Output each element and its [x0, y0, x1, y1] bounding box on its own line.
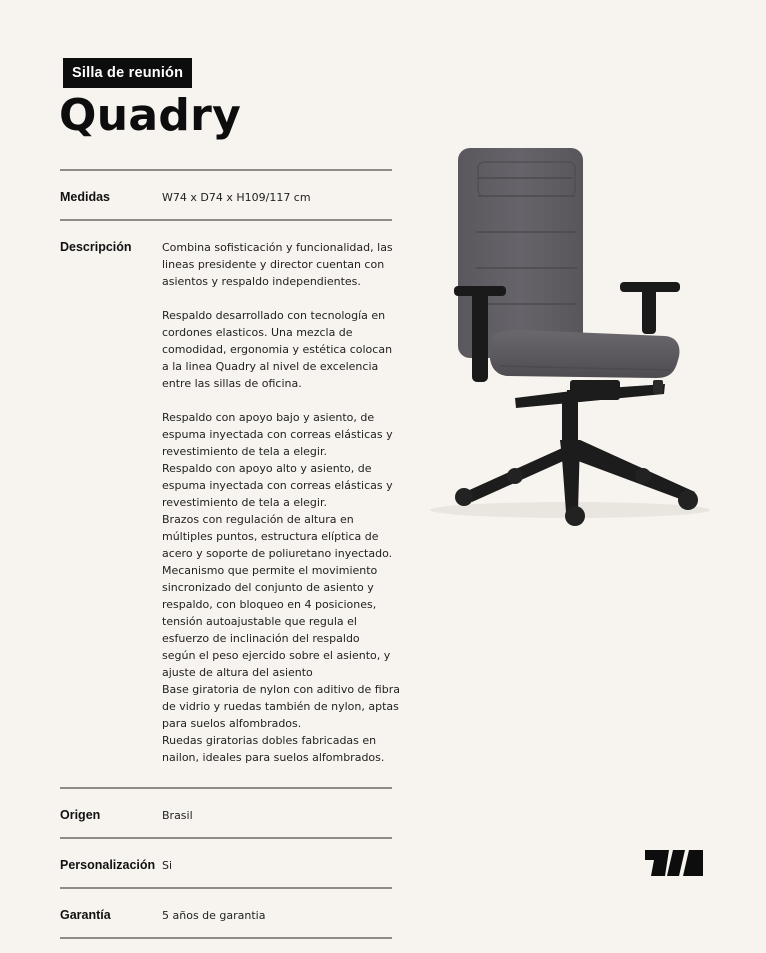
desc-line: respaldo, con bloqueo en 4 posiciones,	[162, 598, 377, 611]
divider	[60, 169, 392, 171]
desc-line: múltiples puntos, estructura elíptica de	[162, 530, 379, 543]
desc-line: Base giratoria de nylon con aditivo de fibra	[162, 683, 400, 696]
product-title: Quadry	[59, 90, 242, 141]
spec-value-origen: Brasil	[162, 809, 193, 822]
product-chair-image	[420, 140, 720, 540]
desc-line: para suelos alfombrados.	[162, 717, 302, 730]
desc-line: Brazos con regulación de altura en	[162, 513, 354, 526]
desc-line: ajuste de altura del asiento	[162, 666, 313, 679]
desc-line: Mecanismo que permite el movimiento	[162, 564, 378, 577]
spec-label-medidas: Medidas	[60, 190, 111, 204]
desc-line: de vidrio y ruedas también de nylon, aptas	[162, 700, 399, 713]
desc-line: Ruedas giratorias dobles fabricadas en	[162, 734, 377, 747]
desc-line: nailon, ideales para suelos alfombrados.	[162, 751, 385, 764]
desc-line: Respaldo con apoyo alto y asiento, de	[162, 462, 372, 475]
desc-line: entre las sillas de oficina.	[162, 377, 302, 390]
divider	[60, 937, 392, 939]
spec-value-medidas: W74 x D74 x H109/117 cm	[162, 191, 311, 204]
spec-label-origen: Origen	[60, 808, 101, 822]
spec-value-personalizacion: Si	[162, 859, 173, 872]
desc-line: acero y soporte de poliuretano inyectado.	[162, 547, 393, 560]
desc-paragraph-gap	[162, 290, 398, 307]
desc-line: sincronizado del conjunto de asiento y	[162, 581, 374, 594]
divider	[60, 837, 392, 839]
divider	[60, 219, 392, 221]
desc-line: Respaldo desarrollado con tecnología en	[162, 309, 386, 322]
desc-line: tensión autoajustable que regula el	[162, 615, 357, 628]
desc-line: revestimiento de tela a elegir.	[162, 445, 327, 458]
category-tag: Silla de reunión	[63, 58, 192, 88]
spec-label-garantia: Garantía	[60, 908, 111, 922]
desc-line: Respaldo con apoyo bajo y asiento, de	[162, 411, 375, 424]
desc-line: esfuerzo de inclinación del respaldo	[162, 632, 360, 645]
desc-line: cordones elasticos. Una mezcla de	[162, 326, 353, 339]
divider	[60, 787, 392, 789]
spec-label-personalizacion: Personalización	[60, 858, 156, 872]
divider	[60, 887, 392, 889]
desc-line: asientos y respaldo independientes.	[162, 275, 361, 288]
desc-line: espuma inyectada con correas elásticas y	[162, 428, 393, 441]
desc-line: a la linea Quadry al nivel de excelencia	[162, 360, 379, 373]
desc-line: lineas presidente y director cuentan con	[162, 258, 385, 271]
desc-line: comodidad, ergonomia y estética colocan	[162, 343, 393, 356]
desc-line: según el peso ejercido sobre el asiento, y	[162, 649, 391, 662]
brand-logo	[645, 850, 703, 876]
desc-line: Combina sofisticación y funcionalidad, las	[162, 241, 393, 254]
spec-value-descripcion	[162, 239, 398, 766]
desc-paragraph-gap	[162, 392, 398, 409]
desc-line: espuma inyectada con correas elásticas y	[162, 479, 393, 492]
desc-line: revestimiento de tela a elegir.	[162, 496, 327, 509]
spec-label-descripcion: Descripción	[60, 240, 132, 254]
spec-value-garantia: 5 años de garantia	[162, 909, 266, 922]
